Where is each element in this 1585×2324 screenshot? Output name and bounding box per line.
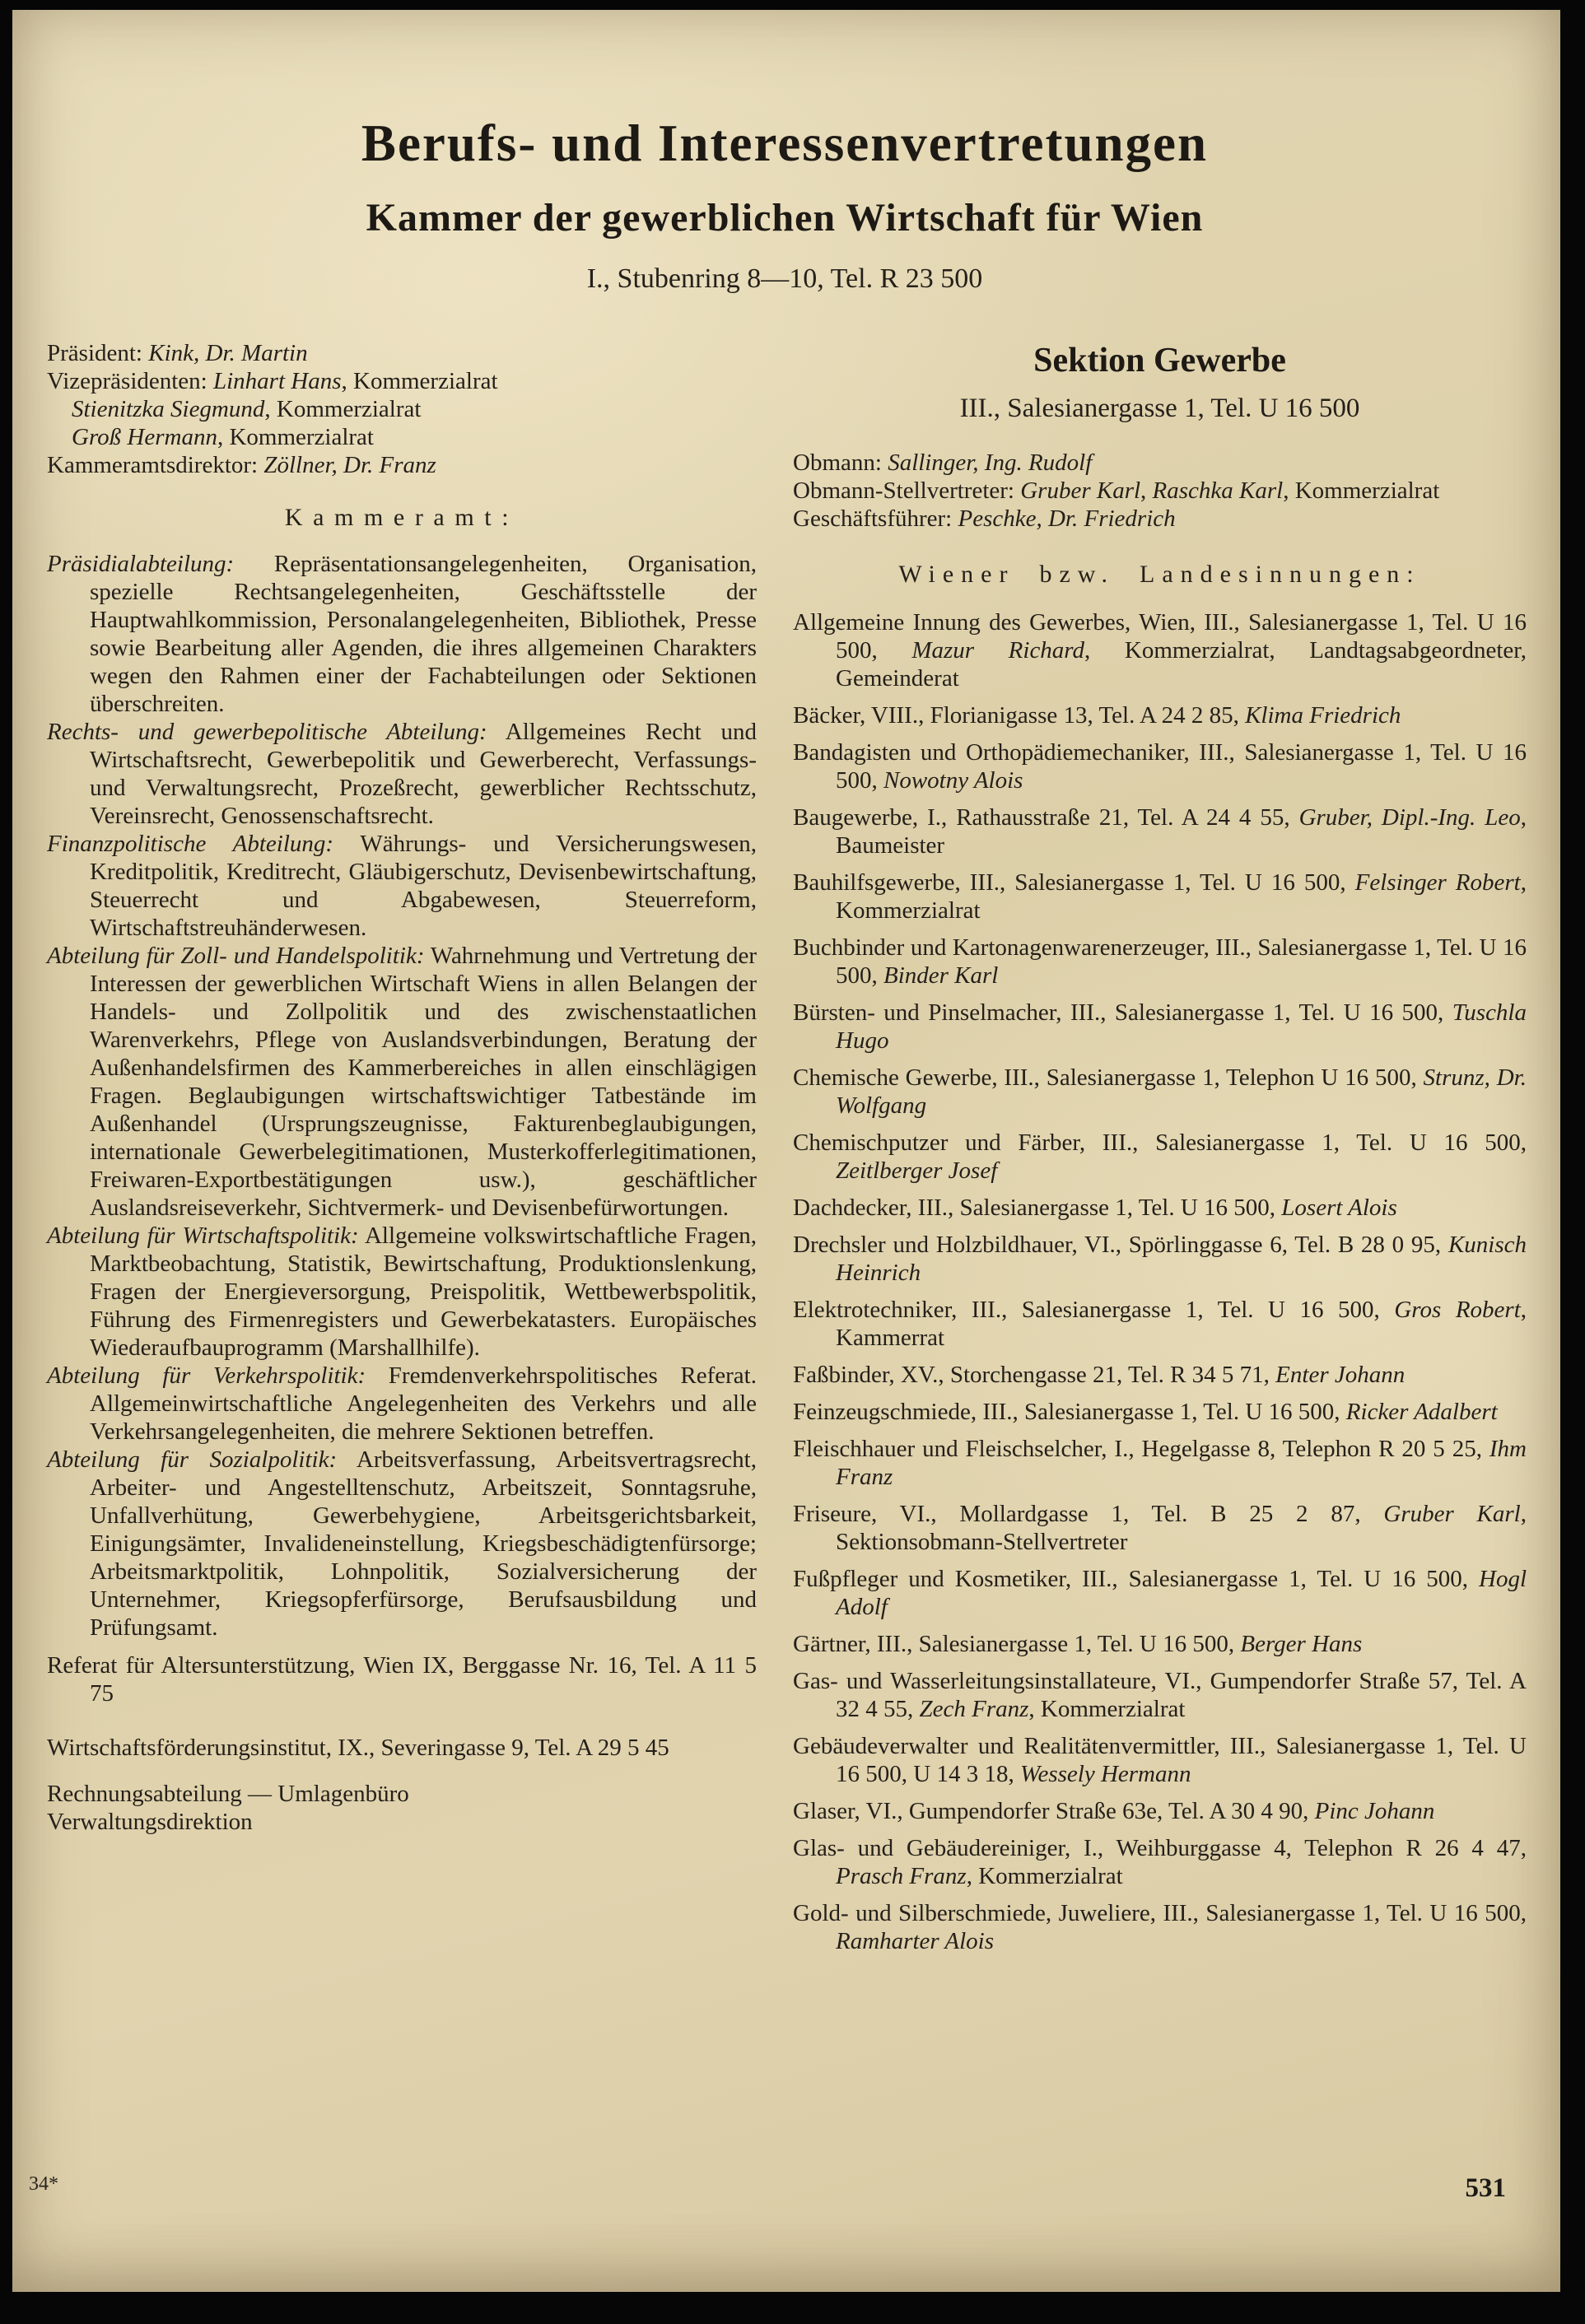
right-column <box>793 339 1527 1964</box>
innung-baecker: Bäcker, VIII., Florianigasse 13, Tel. A 24 2 85, Klima Friedrich <box>793 702 1401 729</box>
vice-president-line: Stienitzka Siegmund, Kommerzialrat <box>72 396 422 422</box>
innung-glaser: Glaser, VI., Gumpendorfer Straße 63e, Tel. A 30 4 90, Pinc Johann <box>793 1798 1435 1824</box>
dept-sozialpolitik: Abteilung für Sozialpolitik: Arbeitsverfassung, Arbeitsvertragsrecht, Arbeiter- und Angestelltenschutz, Arbeitszeit, Sonntagsruhe, Unfallverhütung, Gewerbehygiene, Arbeitsgerichtsbarkeit, Einigungsämter, Invalideneinstellung, Kriegsbeschädigtenfürsorge; Arbeitsmarktpolitik, Lohnpolitik, Sozialversicherung der Unternehmer, Kriegsopferfürsorge, Berufsausbildung und Prüfungsamt. <box>47 1446 757 1641</box>
wirtschaftsfoerderungsinstitut: Wirtschaftsförderungsinstitut, IX., Severingasse 9, Tel. A 29 5 45 <box>47 1735 669 1761</box>
innungen-entries-list <box>793 608 1527 1955</box>
innung-bauhilfsgewerbe: Bauhilfsgewerbe, III., Salesianergasse 1, Tel. U 16 500, Felsinger Robert, Kommerzialrat <box>793 869 1527 924</box>
innung-gas-wasser: Gas- und Wasserleitungsinstallateure, VI., Gumpendorfer Straße 57, Tel. A 32 4 55, Zech Franz, Kommerzialrat <box>793 1668 1527 1722</box>
innung-fleischhauer: Fleischhauer und Fleischselcher, I., Hegelgasse 8, Telephon R 20 5 25, Ihm Franz <box>793 1436 1527 1490</box>
dept-finanzpolitische-abteilung: Finanzpolitische Abteilung: Währungs- und Versicherungswesen, Kreditpolitik, Kreditrecht, Gläubigerschutz, Devisenbewirtschaftung, Steuerrecht und Abgabewesen, Steuerreform, Wirtschaftstreuhänderwesen. <box>47 831 757 941</box>
innung-fusspfleger: Fußpfleger und Kosmetiker, III., Salesianergasse 1, Tel. U 16 500, Hogl Adolf <box>793 1566 1527 1620</box>
left-column <box>47 339 757 1964</box>
innung-baugewerbe: Baugewerbe, I., Rathausstraße 21, Tel. A 24 4 55, Gruber, Dipl.-Ing. Leo, Baumeister <box>793 804 1527 859</box>
obmann-line: Obmann: Sallinger, Ing. Rudolf <box>793 449 1093 476</box>
chamber-director-line: Kammeramtsdirektor: Zöllner, Dr. Franz <box>47 452 436 478</box>
innung-buersten: Bürsten- und Pinselmacher, III., Salesianergasse 1, Tel. U 16 500, Tuschla Hugo <box>793 999 1527 1054</box>
obmann-stellvertreter-line: Obmann-Stellvertreter: Gruber Karl, Raschka Karl, Kommerzialrat <box>793 477 1440 504</box>
kammeramt-departments-list <box>47 550 757 1836</box>
innung-elektrotechniker: Elektrotechniker, III., Salesianergasse 1, Tel. U 16 500, Gros Robert, Kammerrat <box>793 1297 1527 1351</box>
innung-gebaeudeverwalter: Gebäudeverwalter und Realitätenvermittler, III., Salesianergasse 1, Tel. U 16 500, U 14 3 18, Wessely Hermann <box>793 1733 1527 1787</box>
innung-glasreiniger: Glas- und Gebäudereiniger, I., Weihburggasse 4, Telephon R 26 4 47, Prasch Franz, Kommerzialrat <box>793 1835 1527 1889</box>
paper <box>12 10 1560 2292</box>
page-footer <box>29 2173 1506 2204</box>
innung-bandagisten: Bandagisten und Orthopädiemechaniker, III., Salesianergasse 1, Tel. U 16 500, Nowotny Alois <box>793 739 1527 794</box>
sektion-gewerbe-heading: Sektion Gewerbe <box>1033 342 1286 380</box>
signature-mark: 34* <box>29 2173 58 2195</box>
innung-goldschmiede: Gold- und Silberschmiede, Juweliere, III., Salesianergasse 1, Tel. U 16 500, Ramharter Alois <box>793 1900 1527 1954</box>
page-title: Berufs- und Interessenvertretungen <box>361 114 1209 172</box>
president-line: Präsident: Kink, Dr. Martin <box>47 340 308 366</box>
referat-altersunterstuetzung: Referat für Altersunterstützung, Wien IX, Berggasse Nr. 16, Tel. A 11 5 75 <box>47 1652 757 1707</box>
innungen-heading: Wiener bzw. Landesinnungen: <box>898 561 1421 588</box>
dept-praesidialabteilung: Präsidialabteilung: Repräsentationsangelegenheiten, Organisation, spezielle Rechtsangelegenheiten, Geschäftsstelle der Hauptwahlkommission, Personalangelegenheiten, Bibliothek, Presse sowie Bearbeitung aller Agenden, die ihres allgemeinen Charakters wegen den Rahmen einer der Fachabteilungen oder Sektionen überschreiten. <box>47 551 757 717</box>
dept-zoll-handelspolitik: Abteilung für Zoll- und Handelspolitik: Wahrnehmung und Vertretung der Interessen der gewerblichen Wirtschaft Wiens in allen Belangen der Handels- und Zollpolitik und des zwischenstaatlichen Warenverkehrs, Pflege von Auslandsverbindungen, Beratung der Außenhandelsfirmen des Kammerbereiches in allen einschlägigen Fragen. Beglaubigungen wirtschaftswichtiger Tatbestände im Außenhandel (Ursprungszeugnisse, Fakturenbeglaubigungen, internationale Gewerbelegitimationen, Musterkofferlegitimationen, Freiwaren-Exportbestätigungen usw.), geschäftlicher Auslandsreiseverkehr, Sichtvermerk- und Devisenbefürwortungen. <box>47 943 757 1221</box>
page-header <box>47 114 1522 295</box>
innung-gaertner: Gärtner, III., Salesianergasse 1, Tel. U 16 500, Berger Hans <box>793 1631 1363 1657</box>
dept-verkehrspolitik: Abteilung für Verkehrspolitik: Fremdenverkehrspolitisches Referat. Allgemeinwirtschaftliche Angelegenheiten des Verkehrs und alle Verkehrsangelegenheiten, die mehrere Sektionen betreffen. <box>47 1362 757 1445</box>
two-column-body <box>47 339 1527 1964</box>
innung-allgemeine: Allgemeine Innung des Gewerbes, Wien, III., Salesianergasse 1, Tel. U 16 500, Mazur Richard, Kommerzialrat, Landtagsabgeordneter, Gemeinderat <box>793 609 1527 692</box>
innung-chemische-gewerbe: Chemische Gewerbe, III., Salesianergasse 1, Telephon U 16 500, Strunz, Dr. Wolfgang <box>793 1064 1527 1119</box>
innung-drechsler: Drechsler und Holzbildhauer, VI., Spörlinggasse 6, Tel. B 28 0 95, Kunisch Heinrich <box>793 1232 1527 1286</box>
rechnungsabteilung-line: Rechnungsabteilung — Umlagenbüro <box>47 1781 409 1807</box>
innung-fassbinder: Faßbinder, XV., Storchengasse 21, Tel. R 34 5 71, Enter Johann <box>793 1362 1406 1388</box>
innung-friseure: Friseure, VI., Mollardgasse 1, Tel. B 25 2 87, Gruber Karl, Sektionsobmann-Stellvertreter <box>793 1501 1527 1555</box>
dept-rechtsabteilung: Rechts- und gewerbepolitische Abteilung: Allgemeines Recht und Wirtschaftsrecht, Gewerbepolitik und Gewerberecht, Verfassungs- und Verwaltungsrecht, Prozeßrecht, gewerblicher Rechtsschutz, Vereinsrecht, Genossenschaftsrecht. <box>47 719 757 829</box>
innung-dachdecker: Dachdecker, III., Salesianergasse 1, Tel. U 16 500, Losert Alois <box>793 1195 1397 1221</box>
innung-feinzeugschmiede: Feinzeugschmiede, III., Salesianergasse 1, Tel. U 16 500, Ricker Adalbert <box>793 1399 1498 1425</box>
innung-buchbinder: Buchbinder und Kartonagenwarenerzeuger, III., Salesianergasse 1, Tel. U 16 500, Binder Karl <box>793 934 1527 989</box>
page-content <box>12 10 1560 1964</box>
kammeramt-heading: Kammeramt: <box>284 504 520 531</box>
chamber-address: I., Stubenring 8—10, Tel. R 23 500 <box>586 263 983 294</box>
geschaeftsfuehrer-line: Geschäftsführer: Peschke, Dr. Friedrich <box>793 505 1176 532</box>
dept-wirtschaftspolitik: Abteilung für Wirtschaftspolitik: Allgemeine volkswirtschaftliche Fragen, Marktbeobachtung, Statistik, Bewirtschaftung, Produktionslenkung, Fragen der Energieversorgung, Preispolitik, Wettbewerbspolitik, Führung des Firmenregisters und Gewerbekatasters. Europäisches Wiederaufbauprogramm (Marshallhilfe). <box>47 1223 757 1361</box>
page-number: 531 <box>1465 2173 1506 2203</box>
innung-chemischputzer: Chemischputzer und Färber, III., Salesianergasse 1, Tel. U 16 500, Zeitlberger Josef <box>793 1129 1527 1184</box>
vice-president-line: Groß Hermann, Kommerzialrat <box>72 424 374 450</box>
page-subtitle: Kammer der gewerblichen Wirtschaft für Wien <box>366 196 1204 240</box>
chamber-officials-list <box>47 339 757 479</box>
vice-presidents-line: Vizepräsidenten: Linhart Hans, Kommerzialrat <box>47 368 498 394</box>
sektion-officials-list <box>793 449 1527 533</box>
sektion-gewerbe-address: III., Salesianergasse 1, Tel. U 16 500 <box>959 394 1360 423</box>
verwaltungsdirektion-line: Verwaltungsdirektion <box>47 1809 253 1835</box>
